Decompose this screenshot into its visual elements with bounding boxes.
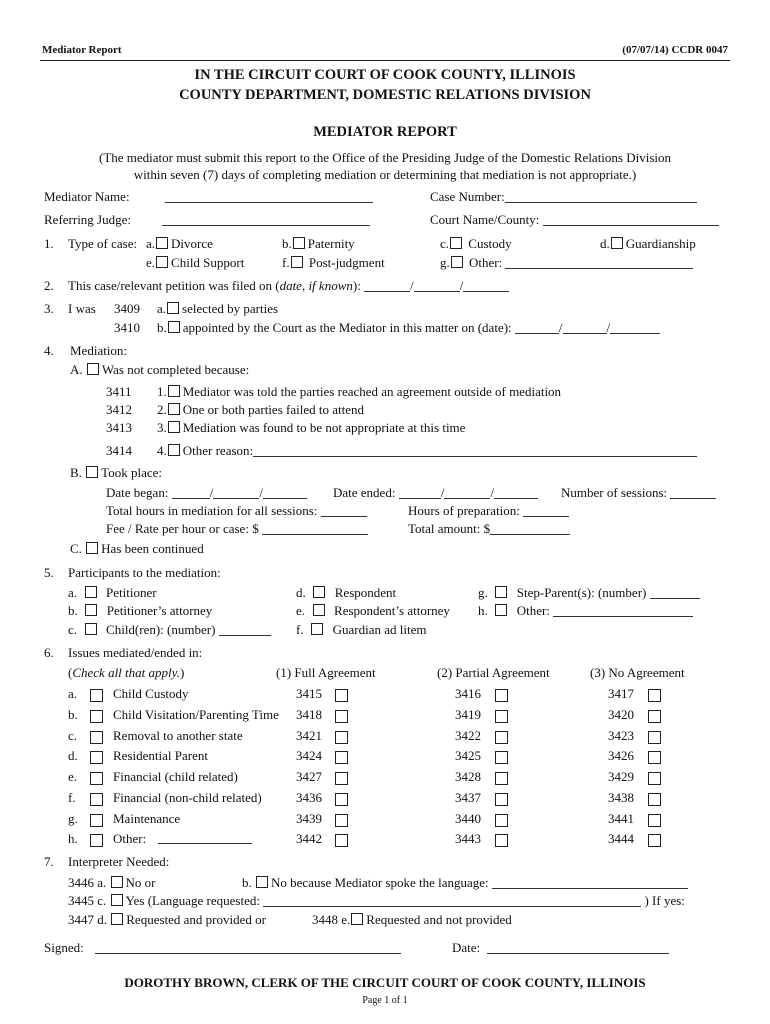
agreement-checkbox[interactable] — [495, 814, 508, 827]
checkbox[interactable] — [313, 586, 325, 598]
interpreter-no[interactable] — [68, 875, 156, 891]
checkbox[interactable] — [451, 256, 463, 268]
checkbox[interactable] — [86, 542, 98, 554]
date-line[interactable] — [610, 321, 660, 334]
prep-hours-field[interactable] — [408, 503, 569, 519]
s3-label: I was — [68, 301, 96, 316]
checkbox[interactable] — [351, 913, 363, 925]
reason-4[interactable] — [157, 443, 697, 459]
issue-letter: h. — [68, 831, 78, 846]
checkbox[interactable] — [86, 466, 98, 478]
issue-label: Removal to another state — [113, 728, 243, 743]
issue-label: Other: — [113, 831, 147, 846]
date-line[interactable] — [563, 321, 607, 334]
date-line[interactable] — [444, 486, 490, 499]
reason-num: 1. — [157, 384, 167, 399]
mediator-name-field[interactable] — [44, 189, 373, 205]
issue-code: 3443 — [455, 831, 481, 846]
case-type-child-support[interactable] — [146, 255, 244, 271]
case-type-paternity[interactable] — [282, 236, 355, 252]
interpreter-no-mediator-spoke[interactable] — [242, 875, 688, 891]
option-text: No or — [125, 875, 156, 890]
agreement-checkbox[interactable] — [648, 689, 661, 702]
date-line[interactable] — [172, 486, 210, 499]
check-all-text: Check all that apply. — [72, 665, 180, 680]
date-line[interactable] — [263, 486, 307, 499]
slash: / — [459, 278, 464, 293]
option-letter: c. — [440, 236, 450, 251]
reason-code: 3414 — [106, 443, 132, 458]
date-hint: date, if known — [279, 278, 353, 293]
issue-label: Maintenance — [113, 811, 181, 826]
option-letter: d. — [97, 912, 107, 927]
checkbox[interactable] — [313, 604, 325, 616]
reason-text: Other reason: — [182, 443, 254, 458]
option-letter: e. — [341, 912, 351, 927]
checkbox[interactable] — [168, 421, 180, 433]
date-line[interactable] — [494, 486, 538, 499]
checkbox[interactable] — [450, 237, 462, 249]
case-type-other[interactable] — [440, 255, 693, 271]
date-began-label: Date began: — [106, 485, 169, 500]
step-parent-number-line[interactable] — [650, 586, 700, 599]
issue-letter: a. — [68, 686, 78, 701]
agreement-checkbox[interactable] — [335, 710, 348, 723]
participant-step-parent[interactable] — [478, 585, 700, 601]
s4-label: Mediation: — [70, 343, 128, 358]
agreement-checkbox[interactable] — [648, 834, 661, 847]
total-hours-field[interactable] — [106, 503, 367, 519]
instruction-line-1: (The mediator must submit this report to the Office of the Presiding Judge of the Domestic Relations Division — [98, 150, 672, 165]
checkbox[interactable] — [291, 256, 303, 268]
option-text: Other: — [516, 603, 550, 618]
issue-code: 3440 — [455, 811, 481, 826]
issue-code: 3438 — [608, 790, 634, 805]
sessions-label: Number of sessions: — [561, 485, 668, 500]
issue-code: 3439 — [296, 811, 322, 826]
form-name: Mediator Report — [42, 44, 122, 56]
reason-num: 2. — [157, 402, 167, 417]
fee-line[interactable] — [262, 522, 368, 535]
issue-checkbox[interactable] — [90, 772, 103, 785]
date-line[interactable] — [414, 279, 460, 292]
agreement-checkbox[interactable] — [495, 772, 508, 785]
agreement-checkbox[interactable] — [495, 731, 508, 744]
fee-label: Fee / Rate per hour or case: $ — [106, 521, 259, 536]
option-text: No because Mediator spoke the language: — [271, 875, 489, 890]
option-text: Post-judgment — [308, 255, 385, 270]
s6-label: Issues mediated/ended in: — [68, 645, 203, 660]
signature-date-label: Date: — [452, 940, 481, 955]
slash: / — [410, 278, 414, 293]
case-type-custody[interactable] — [440, 236, 512, 252]
interpreter-yes[interactable] — [68, 893, 685, 909]
date-began-field[interactable]: Date began: / / — [106, 485, 307, 501]
court-name-field[interactable] — [430, 212, 719, 228]
checkbox[interactable] — [256, 876, 268, 888]
reason-2[interactable] — [157, 402, 364, 418]
reason-num: 3. — [157, 420, 167, 435]
agreement-checkbox[interactable] — [648, 710, 661, 723]
signature-date-field[interactable] — [452, 940, 669, 956]
reason-1[interactable] — [157, 384, 561, 400]
issue-letter: g. — [68, 811, 78, 826]
s7-number: 7. — [44, 854, 54, 869]
issue-code: 3424 — [296, 748, 322, 763]
checkbox[interactable] — [611, 237, 623, 249]
s2-number: 2. — [44, 278, 54, 293]
issue-label: Child Visitation/Parenting Time — [113, 707, 279, 722]
option-letter: b. — [157, 320, 167, 335]
mediator-name-line[interactable] — [165, 190, 373, 203]
total-amount-label: Total amount: $ — [408, 521, 491, 536]
selected-by-parties[interactable] — [157, 301, 278, 317]
reason-text: Mediation was found to be not appropriate at this time — [182, 420, 466, 435]
checkbox[interactable] — [495, 586, 507, 598]
total-amount-line[interactable] — [490, 522, 570, 535]
issue-letter: b. — [68, 707, 78, 722]
checkbox[interactable] — [87, 363, 99, 375]
checkbox[interactable] — [168, 444, 180, 456]
issue-code: 3423 — [608, 728, 634, 743]
other-reason-line[interactable] — [253, 444, 697, 457]
signature-line[interactable] — [95, 941, 401, 954]
case-number-label: Case Number: — [430, 189, 505, 204]
agreement-checkbox[interactable] — [335, 772, 348, 785]
issue-letter: e. — [68, 769, 78, 784]
referring-judge-label: Referring Judge: — [44, 212, 132, 227]
took-place[interactable] — [70, 465, 162, 481]
code-3410: 3410 — [114, 320, 140, 335]
issue-code: 3437 — [455, 790, 481, 805]
reason-code: 3411 — [106, 384, 132, 399]
s4-number: 4. — [44, 343, 54, 358]
date-line[interactable] — [515, 321, 559, 334]
date-line[interactable] — [399, 486, 441, 499]
column-no-agreement: (3) No Agreement — [590, 665, 685, 680]
issue-code: 3422 — [455, 728, 481, 743]
agreement-checkbox[interactable] — [335, 834, 348, 847]
checkbox[interactable] — [111, 913, 123, 925]
option-text: Yes (Language requested: — [125, 893, 260, 908]
agreement-checkbox[interactable] — [335, 751, 348, 764]
reason-text: Mediator was told the parties reached an agreement outside of mediation — [182, 384, 562, 399]
children-number-line[interactable] — [219, 623, 271, 636]
court-name-label: Court Name/County: — [430, 212, 540, 227]
option-letter: c. — [68, 622, 78, 637]
option-letter: b. — [282, 236, 292, 251]
option-text: Was not completed because: — [101, 362, 250, 377]
reason-num: 4. — [157, 443, 167, 458]
option-text: Requested and not provided — [366, 912, 512, 927]
option-letter: B. — [70, 465, 82, 480]
date-line[interactable] — [463, 279, 509, 292]
option-text: Step-Parent(s): (number) — [516, 585, 647, 600]
option-letter: f. — [296, 622, 304, 637]
s5-label: Participants to the mediation: — [68, 565, 221, 580]
issue-checkbox[interactable] — [90, 731, 103, 744]
header-rule — [40, 60, 730, 61]
agreement-checkbox[interactable] — [648, 793, 661, 806]
option-text: Custody — [468, 236, 512, 251]
option-text: Has been continued — [101, 541, 204, 556]
checkbox[interactable] — [495, 604, 507, 616]
option-letter: a. — [68, 585, 78, 600]
option-letter: a. — [146, 236, 156, 251]
mediator-name-label: Mediator Name: — [44, 189, 130, 204]
issue-code: 3436 — [296, 790, 322, 805]
other-participant-line[interactable] — [553, 604, 693, 617]
option-letter: b. — [242, 875, 252, 890]
checkbox[interactable] — [111, 894, 123, 906]
checkbox[interactable] — [168, 385, 180, 397]
option-text: Requested and provided or — [126, 912, 266, 927]
total-hours-line[interactable] — [321, 504, 367, 517]
report-title: MEDIATOR REPORT — [313, 124, 457, 140]
checkbox[interactable] — [85, 604, 97, 616]
agreement-checkbox[interactable] — [495, 751, 508, 764]
checkbox[interactable] — [156, 256, 168, 268]
issue-letter: f. — [68, 790, 76, 805]
agreement-checkbox[interactable] — [495, 710, 508, 723]
option-text: appointed by the Court as the Mediator in this matter on (date): — [182, 320, 512, 335]
page-number: Page 1 of 1 — [362, 995, 408, 1006]
option-text: Petitioner — [106, 585, 157, 600]
division-title: COUNTY DEPARTMENT, DOMESTIC RELATIONS DIVISION — [179, 87, 591, 103]
s6-number: 6. — [44, 645, 54, 660]
agreement-checkbox[interactable] — [648, 772, 661, 785]
case-type-guardianship[interactable] — [600, 236, 696, 252]
court-title: IN THE CIRCUIT COURT OF COOK COUNTY, ILLINOIS — [194, 67, 576, 83]
option-text: Petitioner’s attorney — [106, 603, 213, 618]
has-been-continued[interactable] — [70, 541, 204, 557]
prep-hours-line[interactable] — [523, 504, 569, 517]
issue-checkbox[interactable] — [90, 814, 103, 827]
column-full-agreement: (1) Full Agreement — [276, 665, 376, 680]
issue-code: 3441 — [608, 811, 634, 826]
referring-judge-field[interactable] — [44, 212, 370, 228]
issue-checkbox[interactable] — [90, 751, 103, 764]
code: 3447 — [68, 912, 94, 927]
option-letter: A. — [70, 362, 83, 377]
code: 3445 — [68, 893, 94, 908]
column-partial-agreement: (2) Partial Agreement — [437, 665, 550, 680]
option-letter: d. — [600, 236, 610, 251]
option-text: Child(ren): (number) — [106, 622, 216, 637]
issue-letter: c. — [68, 728, 78, 743]
paren: ) — [179, 665, 185, 680]
option-letter: e. — [146, 255, 156, 270]
case-type-divorce[interactable] — [146, 236, 213, 252]
issue-code: 3429 — [608, 769, 634, 784]
checkbox[interactable] — [111, 876, 123, 888]
checkbox[interactable] — [167, 302, 179, 314]
case-number-field[interactable] — [430, 189, 697, 205]
issue-label: Child Custody — [113, 686, 189, 701]
option-letter: g. — [440, 255, 450, 270]
not-completed[interactable] — [70, 362, 249, 378]
option-text: Respondent’s attorney — [334, 603, 450, 618]
s3-number: 3. — [44, 301, 54, 316]
checkbox[interactable] — [156, 237, 168, 249]
reason-text: One or both parties failed to attend — [182, 402, 364, 417]
paren: ( — [68, 665, 73, 680]
agreement-checkbox[interactable] — [335, 731, 348, 744]
participant-petitioner[interactable] — [68, 585, 157, 601]
option-letter: h. — [478, 603, 488, 618]
option-text: Respondent — [334, 585, 397, 600]
option-letter: C. — [70, 541, 82, 556]
option-letter: c. — [97, 893, 107, 908]
option-letter: g. — [478, 585, 488, 600]
option-text: Paternity — [307, 236, 355, 251]
option-letter: a. — [97, 875, 107, 890]
issue-code: 3420 — [608, 707, 634, 722]
issue-code: 3426 — [608, 748, 634, 763]
sessions-line[interactable] — [670, 486, 716, 499]
issue-code: 3428 — [455, 769, 481, 784]
agreement-checkbox[interactable] — [648, 814, 661, 827]
participant-other[interactable] — [478, 603, 693, 619]
issue-checkbox[interactable] — [90, 689, 103, 702]
case-type-post-judgment[interactable] — [282, 255, 385, 271]
checkbox[interactable] — [85, 623, 97, 635]
checkbox[interactable] — [168, 403, 180, 415]
issue-code: 3419 — [455, 707, 481, 722]
check-all-note — [68, 665, 184, 681]
option-text: Other: — [469, 255, 503, 270]
issue-code: 3444 — [608, 831, 634, 846]
other-type-line[interactable] — [505, 256, 693, 269]
reason-code: 3413 — [106, 420, 132, 435]
agreement-checkbox[interactable] — [648, 731, 661, 744]
checkbox[interactable] — [168, 321, 180, 333]
paren: ): — [352, 278, 361, 293]
checkbox[interactable] — [85, 586, 97, 598]
option-letter: b. — [68, 603, 78, 618]
issue-label: Financial (non-child related) — [113, 790, 262, 805]
option-text: Divorce — [171, 236, 213, 251]
checkbox[interactable] — [311, 623, 323, 635]
issue-code: 3442 — [296, 831, 322, 846]
issue-code: 3418 — [296, 707, 322, 722]
option-text: selected by parties — [182, 301, 279, 316]
issue-code: 3415 — [296, 686, 322, 701]
issue-label: Residential Parent — [113, 748, 208, 763]
signature-date-line[interactable] — [487, 941, 669, 954]
issue-code: 3427 — [296, 769, 322, 784]
case-number-line[interactable] — [505, 190, 697, 203]
total-amount-field[interactable] — [408, 521, 570, 537]
issue-code: 3417 — [608, 686, 634, 701]
agreement-checkbox[interactable] — [495, 689, 508, 702]
date-line[interactable] — [364, 279, 410, 292]
referring-judge-line[interactable] — [162, 213, 370, 226]
code: 3446 — [68, 875, 94, 890]
language-requested-line[interactable] — [263, 894, 641, 907]
s2-text: This case/relevant petition was filed on — [68, 278, 272, 293]
prep-hours-label: Hours of preparation: — [408, 503, 520, 518]
participant-children[interactable] — [68, 622, 271, 638]
issue-label: Financial (child related) — [113, 769, 238, 784]
option-text: Guardianship — [625, 236, 696, 251]
mediator-language-line[interactable] — [492, 876, 688, 889]
other-issue-line[interactable] — [158, 831, 252, 844]
form-code: (07/07/14) CCDR 0047 — [622, 44, 728, 56]
issue-code: 3425 — [455, 748, 481, 763]
requested-and-provided[interactable] — [68, 912, 266, 928]
issue-checkbox[interactable] — [90, 793, 103, 806]
reason-3[interactable] — [157, 420, 465, 436]
s1-label: Type of case: — [68, 236, 138, 251]
issue-code: 3416 — [455, 686, 481, 701]
agreement-checkbox[interactable] — [495, 793, 508, 806]
appointed-by-court[interactable]: b. appointed by the Court as the Mediator in this matter on (date): / / — [157, 320, 660, 336]
s1-number: 1. — [44, 236, 54, 251]
agreement-checkbox[interactable] — [648, 751, 661, 764]
participant-guardian-ad-litem[interactable] — [296, 622, 426, 638]
option-text: Guardian ad litem — [332, 622, 427, 637]
agreement-checkbox[interactable] — [335, 814, 348, 827]
code: 3448 — [312, 912, 338, 927]
code-3409: 3409 — [114, 301, 140, 316]
filed-date-field[interactable] — [68, 278, 509, 294]
clerk-footer: DOROTHY BROWN, CLERK OF THE CIRCUIT COURT OF COOK COUNTY, ILLINOIS — [124, 975, 646, 990]
option-text: Took place: — [101, 465, 162, 480]
s5-number: 5. — [44, 565, 54, 580]
reason-code: 3412 — [106, 402, 132, 417]
participant-respondent-attorney[interactable] — [296, 603, 450, 619]
agreement-checkbox[interactable] — [335, 793, 348, 806]
court-name-line[interactable] — [543, 213, 719, 226]
paren: ( — [275, 278, 280, 293]
date-line[interactable] — [213, 486, 259, 499]
checkbox[interactable] — [293, 237, 305, 249]
option-letter: e. — [296, 603, 306, 618]
signature-field[interactable] — [44, 940, 401, 956]
issue-code: 3421 — [296, 728, 322, 743]
signed-label: Signed: — [44, 940, 84, 955]
if-yes-text: ) If yes: — [644, 893, 685, 908]
requested-not-provided[interactable] — [312, 912, 512, 928]
option-text: Child Support — [171, 255, 245, 270]
participant-respondent[interactable] — [296, 585, 396, 601]
issue-checkbox[interactable] — [90, 834, 103, 847]
option-letter: f. — [282, 255, 290, 270]
issue-checkbox[interactable] — [90, 710, 103, 723]
instruction-line-2: within seven (7) days of completing mediation or determining that mediation is not appropriate.) — [133, 167, 637, 182]
participant-petitioner-attorney[interactable] — [68, 603, 212, 619]
agreement-checkbox[interactable] — [335, 689, 348, 702]
issue-letter: d. — [68, 748, 78, 763]
s7-label: Interpreter Needed: — [68, 854, 170, 869]
date-ended-label: Date ended: — [333, 485, 396, 500]
option-letter: d. — [296, 585, 306, 600]
fee-field[interactable] — [106, 521, 368, 537]
option-letter: a. — [157, 301, 167, 316]
agreement-checkbox[interactable] — [495, 834, 508, 847]
date-ended-field[interactable]: Date ended: / / — [333, 485, 538, 501]
total-hours-label: Total hours in mediation for all sessions: — [106, 503, 318, 518]
sessions-field[interactable] — [561, 485, 716, 501]
